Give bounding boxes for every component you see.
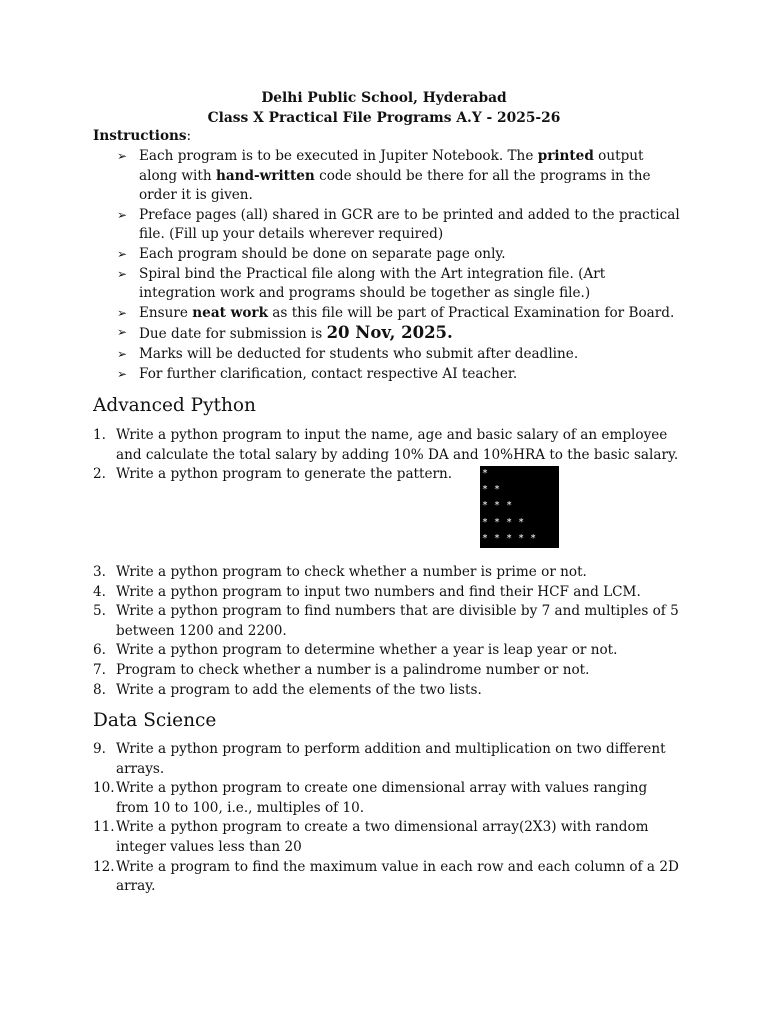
instruction-item: ➢ Due date for submission is 20 Nov, 2025. <box>117 323 453 343</box>
arrow-bullet-icon: ➢ <box>117 149 128 163</box>
school-name: Delhi Public School, Hyderabad <box>261 90 507 106</box>
program-list-data-science <box>93 740 683 897</box>
program-item: 10. Write a python program to create one dimensional array with values ranging from 10 to 100, i.e., multiples of 10. <box>93 780 648 816</box>
instruction-item: ➢ Marks will be deducted for students who submit after deadline. <box>117 345 682 365</box>
section-heading-data-science: Data Science <box>93 710 217 731</box>
program-item: 8. Write a program to add the elements of the two lists. <box>93 681 482 698</box>
instruction-item: ➢ Each program is to be executed in Jupiter Notebook. The printed output along with hand-written code should be there for all the programs in the order it is given. <box>117 148 651 204</box>
program-item: 11. Write a python program to create a two dimensional array(2X3) with random integer values less than 20 <box>93 819 649 855</box>
program-list-advanced-python-continued <box>93 563 683 700</box>
program-list-advanced-python <box>93 426 683 485</box>
arrow-bullet-icon: ➢ <box>117 325 128 340</box>
program-item: 7. Program to check whether a number is a palindrome number or not. <box>93 661 590 678</box>
program-item: 5. Write a python program to find numbers that are divisible by 7 and multiples of 5 between 1200 and 2200. <box>93 603 679 639</box>
arrow-bullet-icon: ➢ <box>117 207 128 222</box>
program-item: 6. Write a python program to determine whether a year is leap year or not. <box>93 642 618 659</box>
instruction-item: ➢ Preface pages (all) shared in GCR are to be printed and added to the practical file. (Fill up your details wherever required) <box>117 206 680 243</box>
program-item: 3. Write a python program to check whether a number is prime or not. <box>93 564 587 580</box>
instructions-list <box>117 147 682 384</box>
program-item: 1. Write a python program to input the name, age and basic salary of an employee and calculate the total salary by adding 10% DA and 10%HRA to the basic salary. <box>93 427 679 463</box>
document-header <box>0 89 768 128</box>
section-heading-advanced-python: Advanced Python <box>93 395 256 416</box>
program-item: 12. Write a program to find the maximum value in each row and each column of a 2D array. <box>93 858 679 895</box>
arrow-bullet-icon: ➢ <box>117 366 128 381</box>
instruction-item: ➢ Ensure neat work as this file will be part of Practical Examination for Board. <box>117 304 682 324</box>
star-pattern-image: * * * * * * * * * * * * * * * <box>480 466 559 548</box>
due-date: 20 Nov, 2025. <box>326 323 453 343</box>
document-title: Class X Practical File Programs A.Y - 2025-26 <box>207 109 561 126</box>
instruction-item: ➢ For further clarification, contact respective AI teacher. <box>117 365 682 385</box>
arrow-bullet-icon: ➢ <box>117 346 128 361</box>
arrow-bullet-icon: ➢ <box>117 305 128 320</box>
arrow-bullet-icon: ➢ <box>117 266 128 281</box>
instructions-heading: Instructions: <box>93 128 192 144</box>
instruction-item: ➢ Each program should be done on separate page only. <box>117 245 682 265</box>
instruction-item: ➢ Spiral bind the Practical file along with the Art integration file. (Art integration work and programs should be together as single file.) <box>117 265 606 302</box>
program-item: 9. Write a python program to perform addition and multiplication on two different arrays. <box>93 741 666 777</box>
program-item: 2. Write a python program to generate the pattern. <box>93 466 453 483</box>
program-item: 4. Write a python program to input two numbers and find their HCF and LCM. <box>93 583 641 600</box>
arrow-bullet-icon: ➢ <box>117 246 128 261</box>
